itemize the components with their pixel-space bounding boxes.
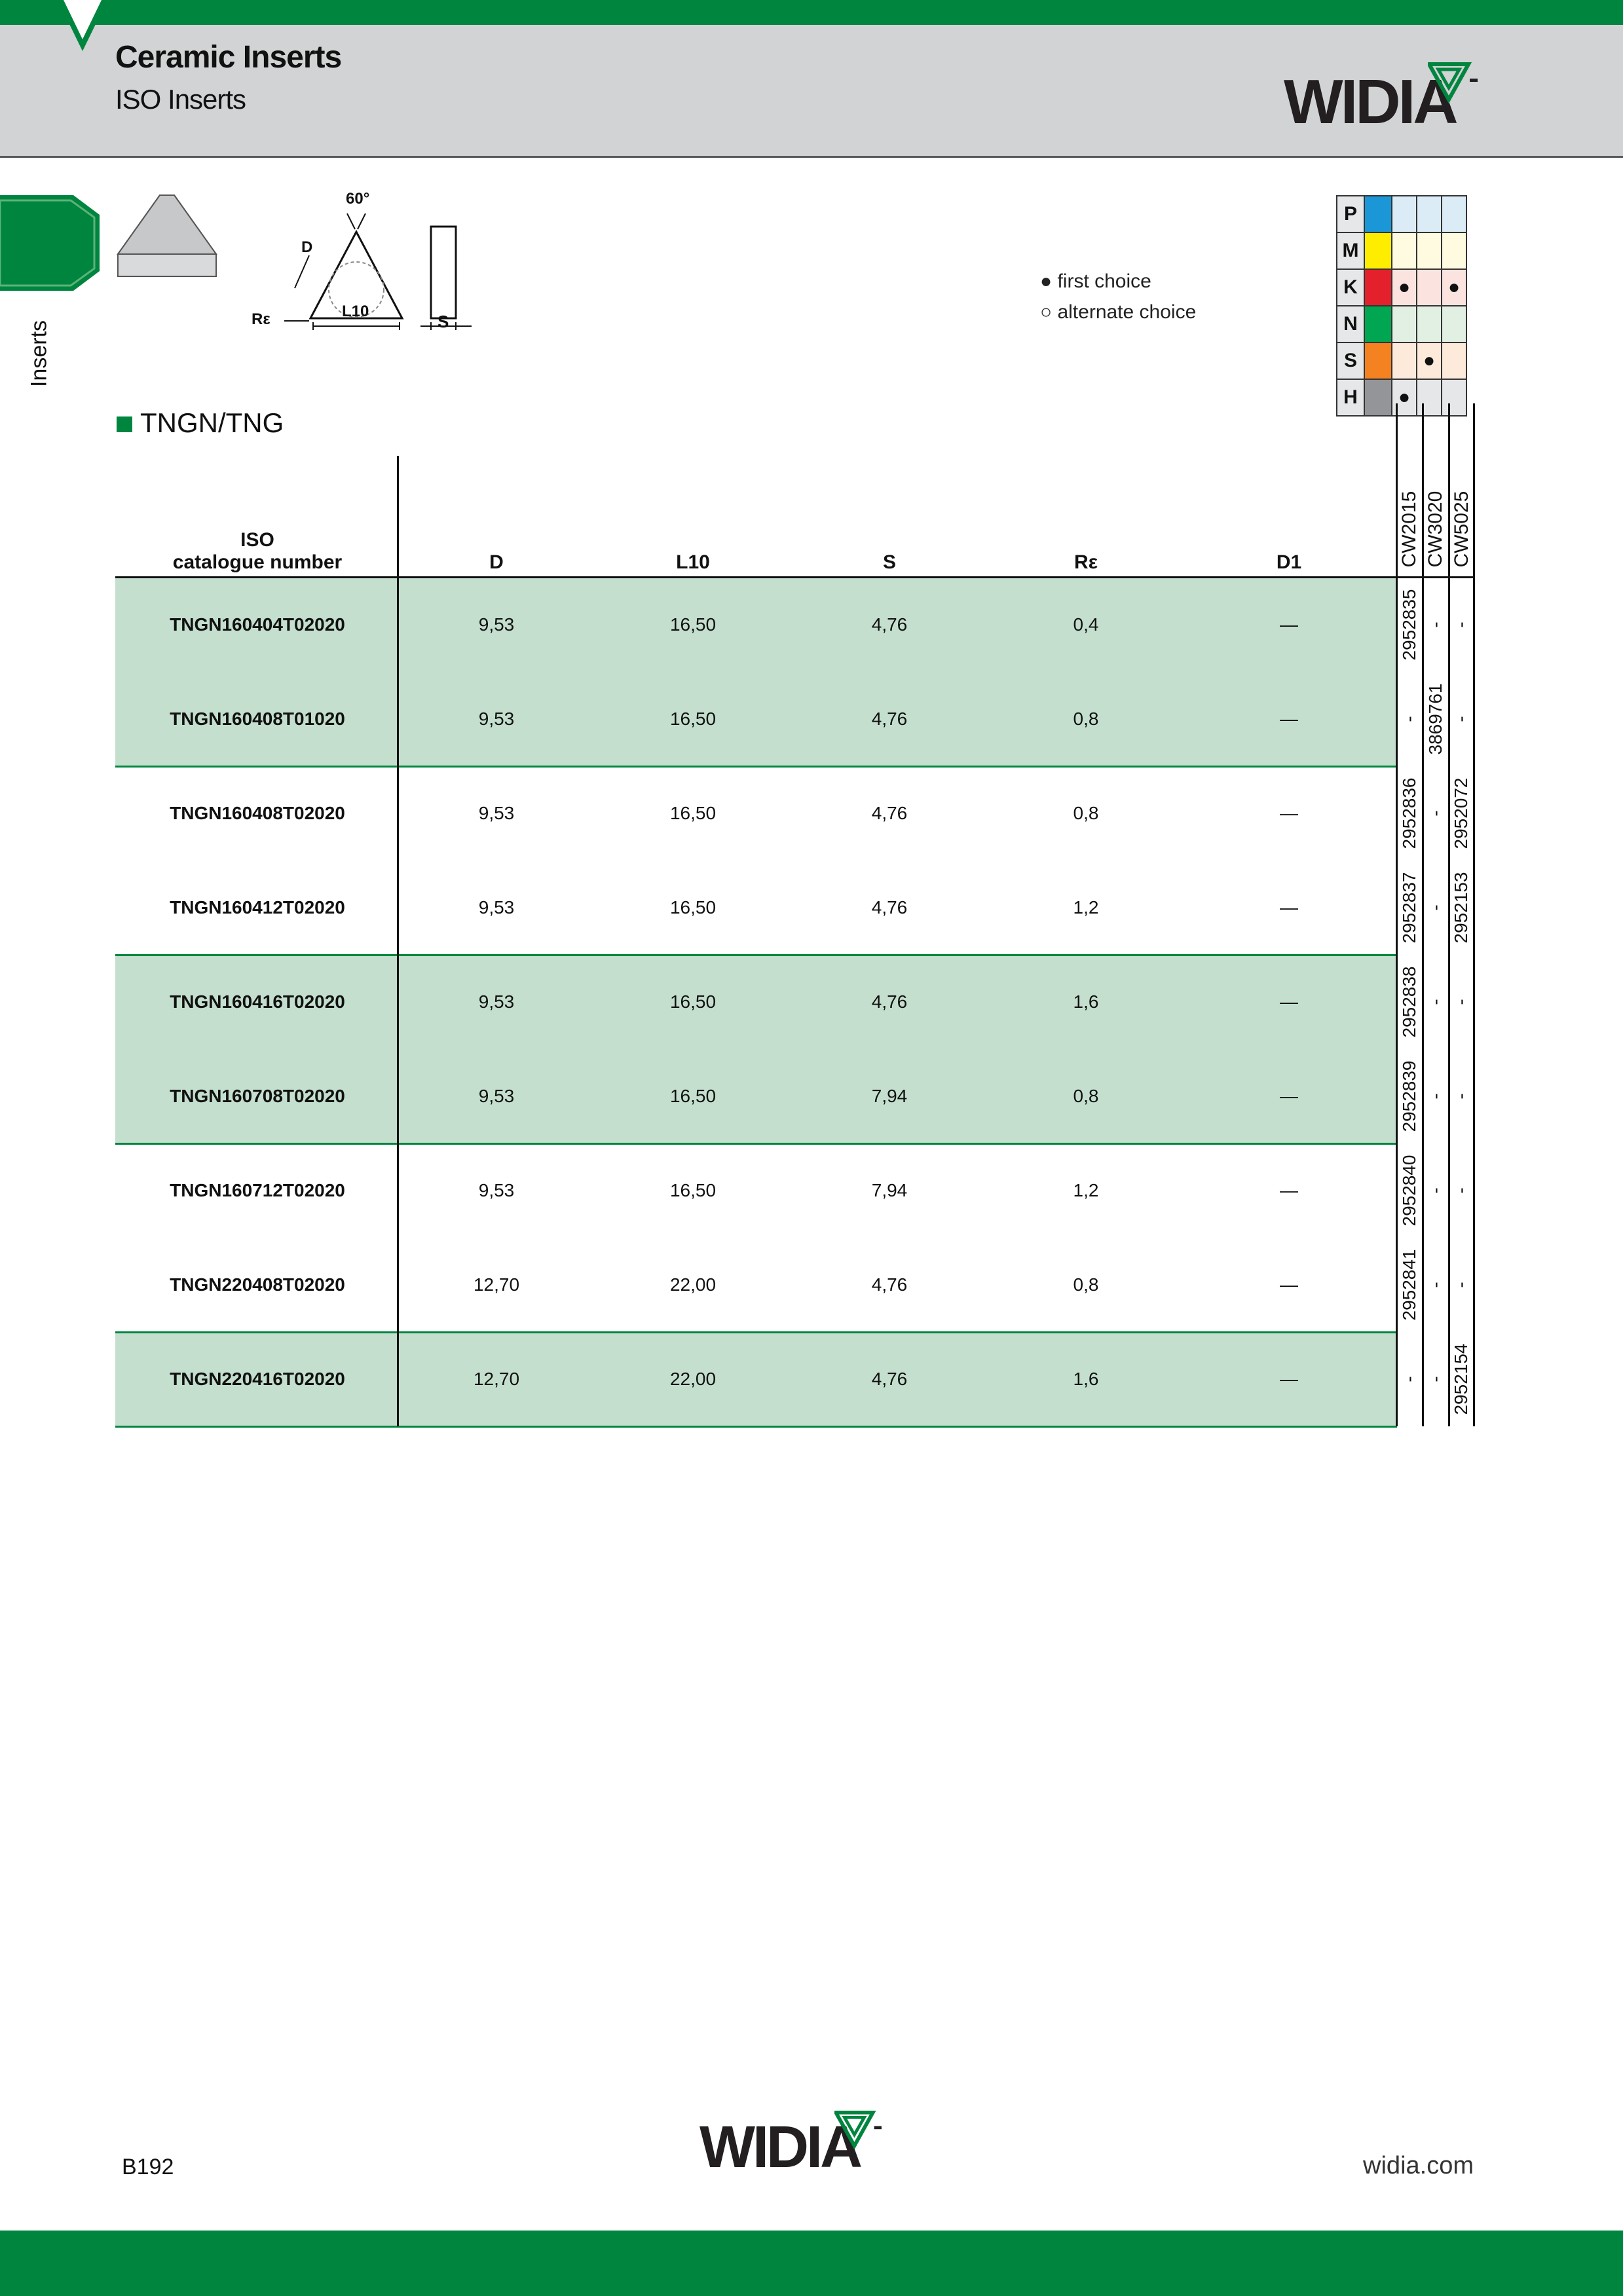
cell-s: 4,76 [871, 709, 908, 729]
page-subtitle: ISO Inserts [115, 84, 246, 115]
header-re: Rε [1074, 551, 1098, 573]
cell-iso: TNGN160416T02020 [170, 991, 345, 1012]
header-iso-line2: catalogue number [172, 551, 343, 573]
angle-label: 60° [346, 190, 370, 208]
cell-d: 12,70 [473, 1369, 520, 1389]
side-tab-label: Inserts [26, 320, 52, 388]
cell-s: 4,76 [871, 1274, 908, 1295]
cell-d1: — [1280, 991, 1298, 1012]
cell-l10: 16,50 [669, 709, 717, 729]
cell-d1: — [1280, 709, 1298, 729]
cell-l10: 16,50 [669, 803, 717, 823]
page-number: B192 [122, 2155, 174, 2179]
cell-l10: 22,00 [669, 1274, 717, 1295]
cell-s: 4,76 [871, 1369, 908, 1389]
cell-re: 0,4 [1073, 614, 1099, 635]
row-band [115, 578, 1397, 766]
widia-emblem-icon [1428, 62, 1480, 107]
cell-d: 9,53 [478, 709, 515, 729]
cell-d1: — [1280, 1369, 1298, 1389]
cell-iso: TNGN160408T02020 [170, 803, 345, 823]
cell-order-number-g2: - [1425, 1282, 1446, 1288]
footer-widia-emblem-icon [834, 2110, 884, 2153]
cell-l10: 16,50 [669, 1086, 717, 1106]
material-p-cw3020 [1416, 195, 1442, 233]
cell-d: 12,70 [473, 1274, 520, 1295]
cell-order-number-g2: - [1425, 1376, 1446, 1382]
header-l10: L10 [676, 551, 710, 573]
material-k-cw3020 [1416, 268, 1442, 306]
header-grade-cw5025: CW5025 [1451, 491, 1472, 568]
widia-logo [1284, 67, 1480, 137]
header-grade-cw2015: CW2015 [1398, 491, 1420, 568]
cell-l10: 16,50 [669, 1180, 717, 1200]
group-separator [115, 1331, 1397, 1333]
cell-iso: TNGN160412T02020 [170, 897, 345, 917]
material-s-cw5025 [1441, 342, 1467, 380]
material-letter-s: S [1336, 342, 1365, 380]
cell-l10: 16,50 [669, 614, 717, 635]
cell-order-number-g1: 2952839 [1399, 1060, 1419, 1132]
cell-order-number-g1: - [1399, 716, 1419, 722]
material-n-cw2015 [1391, 305, 1417, 343]
cell-re: 1,6 [1073, 1369, 1099, 1389]
l10-dimension-label: L10 [342, 303, 369, 320]
grade-header-rule [1396, 576, 1475, 578]
cell-l10: 16,50 [669, 897, 717, 917]
cell-l10: 22,00 [669, 1369, 717, 1389]
cell-d: 9,53 [478, 614, 515, 635]
cell-order-number-g2: - [1425, 999, 1446, 1005]
cell-d: 9,53 [478, 991, 515, 1012]
material-h-cw2015: ● [1391, 379, 1417, 417]
cell-re: 0,8 [1073, 1274, 1099, 1295]
iso-column-divider [397, 456, 399, 1426]
material-color-n [1364, 305, 1392, 343]
material-color-k [1364, 268, 1392, 306]
material-letter-h: H [1336, 379, 1365, 417]
material-m-cw2015 [1391, 232, 1417, 270]
cell-iso: TNGN220408T02020 [170, 1274, 345, 1295]
group-separator [115, 1426, 1397, 1428]
material-k-cw2015: ● [1391, 268, 1417, 306]
material-letter-m: M [1336, 232, 1365, 270]
section-marker [117, 417, 132, 432]
cell-s: 7,94 [871, 1180, 908, 1200]
cell-order-number-g3: - [1451, 716, 1471, 722]
material-h-cw3020 [1416, 379, 1442, 417]
cell-order-number-g3: - [1451, 621, 1471, 628]
cell-order-number-g1: - [1399, 1376, 1419, 1382]
cell-order-number-g3: 2952154 [1451, 1343, 1471, 1415]
group-separator [115, 1143, 1397, 1145]
cell-order-number-g1: 2952837 [1399, 872, 1419, 944]
header-iso-line1: ISO [240, 529, 274, 551]
cell-d1: — [1280, 803, 1298, 823]
cell-iso: TNGN160708T02020 [170, 1086, 345, 1106]
material-h-cw5025 [1441, 379, 1467, 417]
cell-order-number-g1: 2952835 [1399, 589, 1419, 661]
cell-order-number-g3: - [1451, 999, 1471, 1005]
material-letter-n: N [1336, 305, 1365, 343]
cell-iso: TNGN160404T02020 [170, 614, 345, 635]
cell-d1: — [1280, 1274, 1298, 1295]
footer-url[interactable]: widia.com [1363, 2152, 1474, 2179]
cell-d: 9,53 [478, 897, 515, 917]
material-m-cw3020 [1416, 232, 1442, 270]
cell-order-number-g2: - [1425, 810, 1446, 817]
material-s-cw3020: ● [1416, 342, 1442, 380]
cell-s: 4,76 [871, 897, 908, 917]
cell-s: 4,76 [871, 991, 908, 1012]
material-color-s [1364, 342, 1392, 380]
cell-d1: — [1280, 1180, 1298, 1200]
cell-iso: TNGN160712T02020 [170, 1180, 345, 1200]
cell-d1: — [1280, 897, 1298, 917]
cell-order-number-g1: 2952838 [1399, 966, 1419, 1038]
material-color-m [1364, 232, 1392, 270]
group-separator [115, 766, 1397, 768]
d-dimension-label: D [301, 238, 313, 256]
cell-d1: — [1280, 1086, 1298, 1106]
material-n-cw5025 [1441, 305, 1467, 343]
material-m-cw5025 [1441, 232, 1467, 270]
header-notch-inner [64, 0, 102, 39]
legend-first-choice: ● first choice [1040, 270, 1151, 292]
cell-iso: TNGN220416T02020 [170, 1369, 345, 1389]
cell-re: 0,8 [1073, 803, 1099, 823]
insert-3d-icon [111, 191, 223, 284]
cell-re: 1,6 [1073, 991, 1099, 1012]
group-separator [115, 954, 1397, 956]
cell-d: 9,53 [478, 803, 515, 823]
material-s-cw2015 [1391, 342, 1417, 380]
grade-column-divider [1422, 403, 1424, 1426]
cell-s: 4,76 [871, 803, 908, 823]
header-rule [115, 576, 1397, 578]
cell-d: 9,53 [478, 1180, 515, 1200]
s-dimension-label: S [438, 312, 449, 331]
grade-column-divider [1448, 403, 1450, 1426]
cell-re: 0,8 [1073, 1086, 1099, 1106]
footer-logo [700, 2115, 896, 2183]
cell-s: 4,76 [871, 614, 908, 635]
grade-column-divider [1473, 403, 1475, 1426]
cell-l10: 16,50 [669, 991, 717, 1012]
cell-order-number-g3: - [1451, 1093, 1471, 1100]
logo-text: WIDIA [1284, 67, 1456, 137]
cell-re: 0,8 [1073, 709, 1099, 729]
cell-order-number-g3: - [1451, 1282, 1471, 1288]
cell-order-number-g1: 2952841 [1399, 1249, 1419, 1321]
cell-order-number-g1: 2952840 [1399, 1155, 1419, 1227]
cell-re: 1,2 [1073, 897, 1099, 917]
header-d: D [489, 551, 504, 573]
legend-alternate-choice: ○ alternate choice [1040, 301, 1197, 323]
cell-order-number-g2: 3869761 [1425, 683, 1446, 755]
cell-order-number-g3: 2952072 [1451, 777, 1471, 849]
side-tab-marker [0, 195, 100, 291]
footer-logo-text: WIDIA [700, 2115, 860, 2180]
cell-order-number-g1: 2952836 [1399, 777, 1419, 849]
material-letter-k: K [1336, 268, 1365, 306]
material-n-cw3020 [1416, 305, 1442, 343]
cell-order-number-g3: - [1451, 1187, 1471, 1194]
re-dimension-label: Rε [252, 310, 270, 328]
cell-d: 9,53 [478, 1086, 515, 1106]
page-title: Ceramic Inserts [115, 40, 342, 75]
grade-column-divider [1396, 403, 1398, 1426]
cell-order-number-g2: - [1425, 1187, 1446, 1194]
material-p-cw5025 [1441, 195, 1467, 233]
cell-order-number-g2: - [1425, 1093, 1446, 1100]
top-green-bar [0, 0, 1623, 25]
cell-order-number-g2: - [1425, 621, 1446, 628]
header-s: S [882, 551, 897, 573]
cell-iso: TNGN160408T01020 [170, 709, 345, 729]
header-d1: D1 [1276, 551, 1302, 573]
header-grade-cw3020: CW3020 [1425, 491, 1446, 568]
material-k-cw5025: ● [1441, 268, 1467, 306]
row-band [115, 955, 1397, 1143]
cell-re: 1,2 [1073, 1180, 1099, 1200]
material-color-p [1364, 195, 1392, 233]
footer-green-bar [0, 2231, 1623, 2296]
material-p-cw2015 [1391, 195, 1417, 233]
material-letter-p: P [1336, 195, 1365, 233]
cell-order-number-g3: 2952153 [1451, 872, 1471, 944]
material-color-h [1364, 379, 1392, 417]
cell-d1: — [1280, 614, 1298, 635]
section-title: TNGN/TNG [140, 407, 284, 438]
cell-s: 7,94 [871, 1086, 908, 1106]
cell-order-number-g2: - [1425, 904, 1446, 911]
